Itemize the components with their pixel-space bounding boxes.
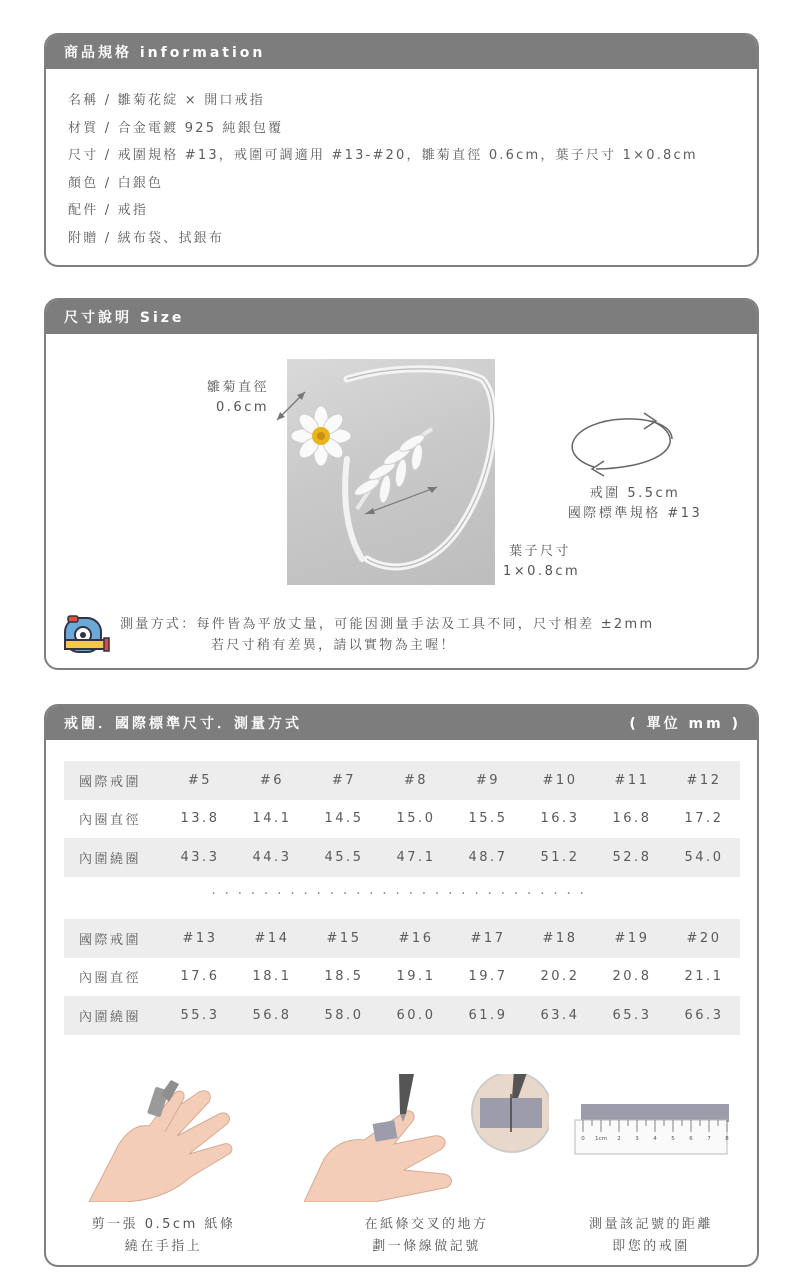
unit-label: ( 單位 mm )	[629, 716, 741, 732]
table-cell: 15.5	[468, 811, 508, 827]
table-cell: #5	[187, 772, 213, 788]
hand-with-paper-image	[79, 1074, 249, 1202]
table-cell: 55.3	[180, 1007, 220, 1023]
ruler-tick-label: 8	[725, 1136, 729, 1142]
table-cell: #19	[614, 930, 650, 946]
table-cell: 13.8	[180, 811, 220, 827]
rotate-arrows-icon	[564, 409, 684, 479]
table-cell: #11	[614, 772, 650, 788]
row-label: 內圈直徑	[79, 971, 142, 987]
table-row	[64, 996, 740, 1035]
dotted-divider: ·····························	[211, 886, 593, 902]
step-3-caption: 測量該記號的距離 即您的戒圍	[588, 1217, 713, 1254]
ring-photo	[287, 359, 495, 585]
size-table-1	[64, 761, 740, 877]
table-cell: 54.0	[684, 849, 724, 865]
table-cell: 60.0	[396, 1007, 436, 1023]
size-panel	[44, 298, 759, 670]
step-1-caption: 剪一張 0.5cm 紙條 繞在手指上	[91, 1217, 236, 1254]
leaf-size-label: 葉子尺寸 1×0.8cm	[503, 544, 581, 579]
table-cell: #16	[398, 930, 434, 946]
row-label: 內圈直徑	[79, 813, 142, 829]
table-cell: 61.9	[468, 1007, 508, 1023]
ruler-tick-label: 2	[617, 1136, 621, 1142]
ruler-tick-label: 5	[671, 1136, 675, 1142]
table-cell: 48.7	[468, 849, 508, 865]
ruler-tick-label: 0	[581, 1136, 585, 1142]
size-panel-title: 尺寸說明 Size	[46, 300, 757, 334]
ring-illustration	[287, 359, 495, 585]
table-cell: #17	[470, 930, 506, 946]
hand-mark-icon	[304, 1074, 549, 1202]
spec-panel-title: 商品規格 information	[46, 35, 757, 69]
spec-accessory: 配件 / 戒指	[68, 203, 149, 218]
table-cell: 21.1	[684, 969, 724, 985]
size-table-2	[64, 919, 740, 1035]
table-cell: 14.5	[324, 811, 364, 827]
ruler-tick-label: 7	[707, 1136, 711, 1142]
spec-list	[46, 69, 757, 252]
table-cell: #9	[475, 772, 501, 788]
table-cell: 44.3	[252, 849, 292, 865]
table-cell: #13	[182, 930, 218, 946]
table-cell: 16.8	[612, 811, 652, 827]
size-diagram	[46, 334, 757, 670]
table-cell: 17.6	[180, 969, 220, 985]
table-row	[64, 919, 740, 958]
ruler-tick-label: 3	[635, 1136, 639, 1142]
daisy-arrow-icon	[273, 388, 309, 424]
table-cell: #6	[259, 772, 285, 788]
ruler-tick-label: 1cm	[595, 1136, 607, 1142]
size-chart-title: 戒圍．國際標準尺寸．測量方式	[64, 716, 302, 732]
hand-marking-image	[304, 1074, 549, 1202]
measure-note: 測量方式：每件皆為平放丈量，可能因測量手法及工具不同，尺寸相差 ±2mm 若尺寸稍有差異，請以實物為主喔！	[120, 617, 655, 653]
table-cell: #14	[254, 930, 290, 946]
row-label: 內圍繞圈	[79, 851, 142, 867]
spec-name: 名稱 / 雛菊花綻 × 開口戒指	[68, 93, 266, 108]
table-row	[64, 958, 740, 997]
table-cell: 18.1	[252, 969, 292, 985]
table-cell: 51.2	[540, 849, 580, 865]
size-chart-panel-header	[46, 706, 757, 740]
ring-size-label: 戒圍 5.5cm 國際標準規格 #13	[567, 486, 703, 521]
table-cell: #10	[542, 772, 578, 788]
table-cell: #12	[686, 772, 722, 788]
table-cell: 52.8	[612, 849, 652, 865]
daisy-diameter-label: 雛菊直徑 0.6cm	[207, 380, 270, 415]
table-cell: #18	[542, 930, 578, 946]
spec-size: 尺寸 / 戒圍規格 #13，戒圍可調適用 #13-#20，雛菊直徑 0.6cm，葉子尺寸 1×0.8cm	[68, 148, 698, 163]
table-cell: 18.5	[324, 969, 364, 985]
leaf-icon	[352, 429, 432, 509]
table-cell: 43.3	[180, 849, 220, 865]
table-cell: 19.7	[468, 969, 508, 985]
row-label: 國際戒圍	[79, 774, 142, 790]
ruler-tick-label: 4	[653, 1136, 657, 1142]
table-cell: 66.3	[684, 1007, 724, 1023]
measure-step-3	[561, 1074, 741, 1258]
table-cell: #20	[686, 930, 722, 946]
table-row	[64, 838, 740, 877]
step-2-caption: 在紙條交叉的地方 劃一條線做記號	[364, 1217, 489, 1254]
spec-color: 顏色 / 白銀色	[68, 175, 164, 191]
size-chart-panel	[44, 704, 759, 1267]
table-row	[64, 800, 740, 839]
row-label: 國際戒圍	[79, 932, 142, 948]
table-cell: #15	[326, 930, 362, 946]
table-cell: 16.3	[540, 811, 580, 827]
table-cell: 56.8	[252, 1007, 292, 1023]
table-cell: 17.2	[684, 811, 724, 827]
table-row	[64, 761, 740, 800]
ruler-tick-label: 6	[689, 1136, 693, 1142]
ruler-icon	[571, 1074, 731, 1202]
measure-step-2	[304, 1074, 549, 1258]
table-cell: 63.4	[540, 1007, 580, 1023]
table-cell: 14.1	[252, 811, 292, 827]
spec-gift: 附贈 / 絨布袋、拭銀布	[68, 230, 225, 246]
hand-wrap-icon	[79, 1074, 249, 1202]
row-label: 內圍繞圈	[79, 1009, 142, 1025]
table-cell: 47.1	[396, 849, 436, 865]
table-cell: 58.0	[324, 1007, 364, 1023]
table-cell: 15.0	[396, 811, 436, 827]
table-cell: 20.2	[540, 969, 580, 985]
measure-step-1	[76, 1074, 251, 1258]
spec-material: 材質 / 合金電鍍 925 純銀包覆	[68, 120, 284, 136]
table-cell: #8	[403, 772, 429, 788]
table-cell: #7	[331, 772, 357, 788]
table-cell: 20.8	[612, 969, 652, 985]
table-cell: 19.1	[396, 969, 436, 985]
table-cell: 65.3	[612, 1007, 652, 1023]
table-cell: 45.5	[324, 849, 364, 865]
ruler-image	[571, 1074, 731, 1202]
spec-panel	[44, 33, 759, 267]
measuring-tape-icon	[62, 614, 112, 656]
